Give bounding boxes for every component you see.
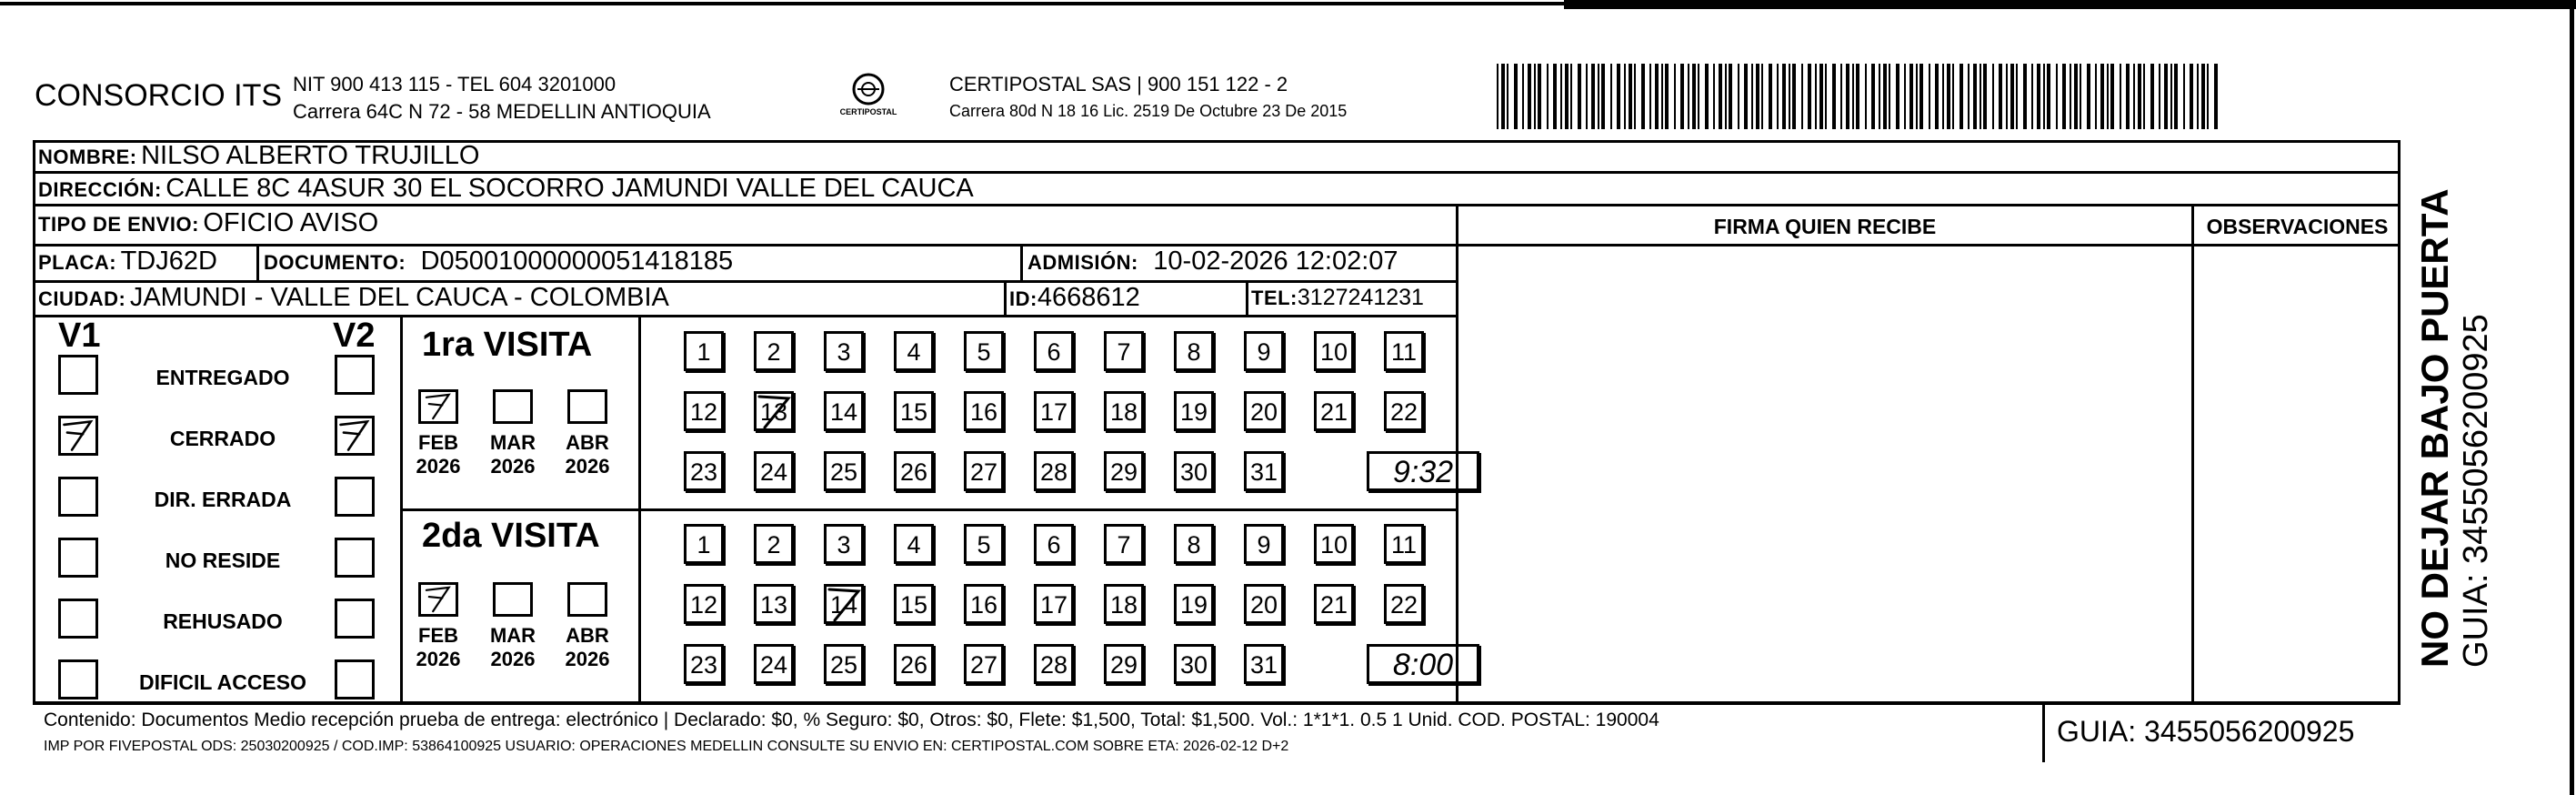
barcode-bar [2070, 64, 2071, 129]
barcode-bar [1789, 64, 1790, 129]
second-day-box[interactable]: 9 [1244, 524, 1284, 564]
barcode-bar [1692, 64, 1696, 129]
barcode-bar [2207, 64, 2209, 129]
first-day-box[interactable]: 4 [894, 331, 934, 371]
barcode-bar [1846, 64, 1849, 129]
first-day-box[interactable]: 10 [1314, 331, 1354, 371]
barcode-bar [1719, 64, 1722, 129]
first-day-box[interactable]: 2 [754, 331, 794, 371]
second-visit-title: 2da VISITA [422, 517, 600, 555]
v2-checkbox[interactable] [335, 416, 375, 456]
barcode-bar [2043, 64, 2045, 129]
placa-value: TDJ62D [120, 247, 217, 276]
barcode-bar [1865, 64, 1867, 129]
second-day-box[interactable]: 25 [824, 644, 864, 684]
v2-header: V2 [333, 317, 376, 355]
barcode-bar [1514, 64, 1518, 129]
reason-label: REHUSADO [163, 609, 283, 633]
second-day-box[interactable]: 3 [824, 524, 864, 564]
barcode-bar [1634, 64, 1636, 129]
observaciones-header: OBSERVACIONES [2206, 215, 2389, 238]
second-year-label: 2026 [416, 648, 461, 670]
v2-checkbox[interactable] [335, 355, 375, 395]
carrier-address: Carrera 80d N 18 16 Lic. 2519 De Octubre 23 De 2015 [949, 102, 1348, 120]
barcode-bar [1947, 64, 1950, 129]
tel-divider [1246, 280, 1248, 315]
first-day-box[interactable]: 16 [964, 391, 1004, 431]
id-divider [1004, 280, 1007, 315]
barcode-bar [1871, 64, 1875, 129]
barcode-bar [1792, 64, 1796, 129]
barcode-bar [1538, 64, 1541, 129]
first-time-box: 9:32 [1367, 451, 1479, 491]
second-day-box[interactable]: 5 [964, 524, 1004, 564]
barcode-bar [1856, 64, 1859, 129]
barcode-bar [2062, 64, 2066, 129]
barcode-bar [2110, 64, 2114, 129]
barcode-bar [2190, 64, 2193, 129]
address-line: Carrera 64C N 72 - 58 MEDELLIN ANTIOQUIA [293, 100, 711, 123]
first-month-checkbox[interactable] [567, 389, 607, 424]
second-month-checkbox[interactable] [567, 582, 607, 617]
second-day-box[interactable]: 4 [894, 524, 934, 564]
footer-line1: Contenido: Documentos Medio recepción prueba de entrega: electrónico | Declarado: $0, % Seguro: $0, Otros: $0, Flete: $1,500, Total: $1,500. Vol.: 1*1*1. 0.5 1 Unid. COD. POSTAL: 190004 [44, 709, 1659, 730]
first-day-box[interactable]: 26 [894, 451, 934, 491]
barcode-bar [1553, 64, 1557, 129]
first-day-box[interactable]: 23 [684, 451, 724, 491]
second-month-label: ABR [566, 624, 609, 647]
barcode-bar [2006, 64, 2008, 129]
barcode-bar [1980, 64, 1981, 129]
second-day-box[interactable]: 15 [894, 584, 934, 624]
second-day-box[interactable]: 22 [1384, 584, 1424, 624]
barcode-bar [1819, 64, 1823, 129]
v2-checkbox[interactable] [335, 538, 375, 578]
barcode-bar [2087, 64, 2090, 129]
barcode-bar [1586, 64, 1588, 129]
second-day-box[interactable]: 6 [1034, 524, 1074, 564]
first-day-box[interactable]: 9 [1244, 331, 1284, 371]
barcode-bar [1680, 64, 1684, 129]
barcode-bar [1983, 64, 1987, 129]
second-day-box[interactable]: 24 [754, 644, 794, 684]
footer-guia: GUIA: 3455056200925 [2057, 715, 2355, 748]
second-day-box[interactable]: 2 [754, 524, 794, 564]
barcode-bar [1883, 64, 1887, 129]
first-year-label: 2026 [565, 455, 610, 478]
column-header-divider [1456, 244, 2401, 247]
barcode-bar [1815, 64, 1817, 129]
side-line1: NO DEJAR BAJO PUERTA [2413, 188, 2456, 668]
strike-mark-icon [754, 391, 794, 431]
barcode-bar [2031, 64, 2033, 129]
second-day-box[interactable]: 30 [1174, 644, 1214, 684]
first-year-label: 2026 [490, 455, 536, 478]
first-month-label: ABR [566, 431, 609, 454]
first-day-box[interactable]: 27 [964, 451, 1004, 491]
first-month-label: MAR [489, 431, 536, 454]
first-day-box[interactable]: 17 [1034, 391, 1074, 431]
ciudad-label: CIUDAD: [38, 287, 126, 310]
barcode-bar [2056, 64, 2058, 129]
strike-mark-icon [824, 584, 864, 624]
first-day-box[interactable]: 29 [1104, 451, 1144, 491]
firma-header: FIRMA QUIEN RECIBE [1713, 215, 1937, 238]
first-month-label: FEB [418, 431, 458, 454]
barcode-bar [2037, 64, 2040, 129]
id-value: 4668612 [1037, 283, 1140, 312]
barcode-bar [1919, 64, 1923, 129]
v2-checkbox[interactable] [335, 599, 375, 639]
tipo-row [38, 207, 378, 238]
barcode-graphic [1497, 64, 2220, 129]
handwritten-check-icon [337, 418, 372, 453]
second-day-box[interactable]: 29 [1104, 644, 1144, 684]
nombre-label: NOMBRE: [38, 146, 137, 168]
first-day-box[interactable]: 24 [754, 451, 794, 491]
first-day-box[interactable]: 3 [824, 331, 864, 371]
barcode-bar [1578, 64, 1581, 129]
v1-checkbox[interactable] [58, 416, 98, 456]
reason-label: DIR. ERRADA [154, 488, 292, 511]
barcode-bar [1744, 64, 1748, 129]
tel-cell [1251, 282, 1424, 313]
barcode-bar [1501, 64, 1505, 129]
second-day-box[interactable]: 11 [1384, 524, 1424, 564]
barcode-bar [1591, 64, 1595, 129]
barcode-bar [1968, 64, 1970, 129]
barcode-bar [2164, 64, 2168, 129]
barcode-bar [1641, 64, 1645, 129]
barcode-bar [1935, 64, 1939, 129]
v1-checkbox[interactable] [58, 538, 98, 578]
barcode-bar [2126, 64, 2130, 129]
first-day-box[interactable]: 13 [754, 391, 794, 431]
barcode-bar [1560, 64, 1562, 129]
barcode-bar [1782, 64, 1786, 129]
tel-label: TEL: [1251, 287, 1298, 309]
v2-checkbox[interactable] [335, 477, 375, 517]
barcode-bar [1665, 64, 1669, 129]
company-name: CONSORCIO ITS [35, 78, 283, 113]
first-day-box[interactable]: 28 [1034, 451, 1074, 491]
barcode-bar [2100, 64, 2104, 129]
barcode-bar [1661, 64, 1663, 129]
reason-label: CERRADO [169, 427, 276, 450]
barcode-bar [2201, 64, 2205, 129]
barcode-bar [1904, 64, 1906, 129]
admision-cell [1027, 246, 1398, 277]
first-year-label: 2026 [416, 455, 461, 478]
barcode-bar [1769, 64, 1772, 129]
barcode-bar [1808, 64, 1811, 129]
barcode-bar [1852, 64, 1854, 129]
second-time-box: 8:00 [1367, 644, 1479, 684]
barcode-bar [2159, 64, 2160, 129]
first-day-box[interactable]: 31 [1244, 451, 1284, 491]
barcode-bar [1655, 64, 1659, 129]
handwritten-check-icon [61, 418, 95, 453]
barcode-bar [1825, 64, 1827, 129]
tipo-value: OFICIO AVISO [203, 208, 379, 237]
second-day-box[interactable]: 19 [1174, 584, 1214, 624]
barcode-bar [1629, 64, 1632, 129]
first-day-box[interactable]: 14 [824, 391, 864, 431]
barcode-bar [1942, 64, 1944, 129]
barcode-bar [1705, 64, 1709, 129]
barcode-bar [1889, 64, 1890, 129]
barcode-bar [1534, 64, 1536, 129]
second-day-box[interactable]: 10 [1314, 524, 1354, 564]
first-month-checkbox[interactable] [493, 389, 533, 424]
barcode-bar [2150, 64, 2154, 129]
nombre-value: NILSO ALBERTO TRUJILLO [141, 141, 480, 170]
second-month-label: FEB [418, 624, 458, 647]
documento-label: DOCUMENTO: [264, 251, 406, 274]
placa-divider [256, 244, 259, 280]
placa-cell [38, 246, 217, 277]
id-cell [1009, 282, 1140, 313]
second-month-checkbox[interactable] [493, 582, 533, 617]
col-divider-obs [2191, 204, 2194, 702]
barcode-bar [2095, 64, 2097, 129]
barcode-bar [1565, 64, 1569, 129]
barcode-bar [2214, 64, 2218, 129]
second-day-box[interactable]: 31 [1244, 644, 1284, 684]
row-divider [33, 204, 2401, 206]
barcode-bar [1497, 64, 1498, 129]
documento-cell [264, 246, 733, 277]
second-month-checkbox[interactable] [418, 582, 458, 617]
barcode-bar [1801, 64, 1803, 129]
barcode-bar [1570, 64, 1572, 129]
barcode-bar [1598, 64, 1599, 129]
v1-checkbox[interactable] [58, 355, 98, 395]
first-day-box[interactable]: 18 [1104, 391, 1144, 431]
first-visit-title: 1ra VISITA [422, 326, 593, 364]
barcode-bar [1610, 64, 1612, 129]
second-day-box[interactable]: 21 [1314, 584, 1354, 624]
first-day-box[interactable]: 1 [684, 331, 724, 371]
v1-header: V1 [58, 317, 101, 355]
barcode-bar [1992, 64, 1994, 129]
ciudad-value: JAMUNDI - VALLE DEL CAUCA - COLOMBIA [129, 283, 669, 312]
direccion-value: CALLE 8C 4ASUR 30 EL SOCORRO JAMUNDI VALLE DEL CAUCA [165, 174, 974, 203]
barcode-bar [1840, 64, 1842, 129]
barcode-bar [2197, 64, 2199, 129]
barcode-bar [1756, 64, 1759, 129]
barcode-bar [1649, 64, 1651, 129]
tipo-label: TIPO DE ENVIO: [38, 213, 199, 236]
first-day-box[interactable]: 8 [1174, 331, 1214, 371]
barcode-bar [1832, 64, 1836, 129]
first-day-box[interactable]: 25 [824, 451, 864, 491]
first-day-box[interactable]: 11 [1384, 331, 1424, 371]
barcode-bar [1522, 64, 1524, 129]
v2-checkbox[interactable] [335, 659, 375, 699]
barcode-bar [2183, 64, 2185, 129]
v1-checkbox[interactable] [58, 599, 98, 639]
barcode-bar [2143, 64, 2145, 129]
second-day-box[interactable]: 1 [684, 524, 724, 564]
barcode-bar [2080, 64, 2081, 129]
second-day-box[interactable]: 23 [684, 644, 724, 684]
barcode-bar [1725, 64, 1727, 129]
nombre-row [38, 140, 479, 171]
barcode-bar [1751, 64, 1753, 129]
second-year-label: 2026 [565, 648, 610, 670]
barcode-bar [2138, 64, 2141, 129]
barcode-bar [1777, 64, 1779, 129]
first-day-box[interactable]: 22 [1384, 391, 1424, 431]
second-day-box[interactable]: 12 [684, 584, 724, 624]
barcode-bar [1973, 64, 1977, 129]
row-divider [33, 315, 1456, 317]
barcode-bar [1929, 64, 1930, 129]
barcode-bar [1952, 64, 1954, 129]
barcode-bar [1879, 64, 1880, 129]
barcode-bar [1909, 64, 1913, 129]
barcode-bar [2174, 64, 2178, 129]
reason-label: ENTREGADO [155, 366, 290, 389]
admision-value: 10-02-2026 12:02:07 [1153, 247, 1398, 276]
barcode-bar [1960, 64, 1963, 129]
barcode-bar [1688, 64, 1689, 129]
barcode-bar [2074, 64, 2078, 129]
ciudad-cell [38, 282, 669, 313]
first-day-box[interactable]: 12 [684, 391, 724, 431]
direccion-label: DIRECCIÓN: [38, 178, 162, 201]
barcode-bar [1761, 64, 1763, 129]
reason-label: NO RESIDE [165, 548, 281, 572]
top-border-dark [1564, 0, 2576, 9]
v1-checkbox[interactable] [58, 477, 98, 517]
visit-split [400, 508, 1456, 511]
id-label: ID: [1009, 287, 1037, 310]
side-line2: GUIA: 3455056200925 [2457, 314, 2495, 668]
second-day-box[interactable]: 8 [1174, 524, 1214, 564]
second-day-box[interactable]: 17 [1034, 584, 1074, 624]
first-day-box[interactable]: 19 [1174, 391, 1214, 431]
barcode-bar [2016, 64, 2018, 129]
footer-line2: IMP POR FIVEPOSTAL ODS: 25030200925 / COD.IMP: 53864100925 USUARIO: OPERACIONES MEDELLIN CONSULTE SU ENVIO EN: CERTIPOSTAL.COM SOBRE ETA: 2026-02-12 D+2 [44, 739, 1289, 754]
right-border [2570, 0, 2574, 795]
carrier-line: CERTIPOSTAL SAS | 900 151 122 - 2 [949, 73, 1288, 96]
first-month-checkbox[interactable] [418, 389, 458, 424]
second-day-box[interactable]: 16 [964, 584, 1004, 624]
barcode-bar [2170, 64, 2172, 129]
first-day-box[interactable]: 7 [1104, 331, 1144, 371]
second-day-box[interactable]: 28 [1034, 644, 1074, 684]
placa-label: PLACA: [38, 251, 117, 274]
admision-divider [1020, 244, 1023, 280]
barcode-bar [1674, 64, 1676, 129]
first-day-box[interactable]: 20 [1244, 391, 1284, 431]
second-day-box[interactable]: 18 [1104, 584, 1144, 624]
barcode-bar [1601, 64, 1605, 129]
barcode-bar [2107, 64, 2109, 129]
first-day-box[interactable]: 6 [1034, 331, 1074, 371]
barcode-bar [1916, 64, 1918, 129]
barcode-bar [2120, 64, 2121, 129]
first-day-box[interactable]: 15 [894, 391, 934, 431]
second-day-box[interactable]: 27 [964, 644, 1004, 684]
logo-text: CERTIPOSTAL [839, 107, 897, 116]
first-day-box[interactable]: 30 [1174, 451, 1214, 491]
barcode-bar [1729, 64, 1732, 129]
second-day-box[interactable]: 20 [1244, 584, 1284, 624]
side-notice [2413, 158, 2496, 668]
second-day-box[interactable]: 13 [754, 584, 794, 624]
handwritten-check-icon [421, 392, 456, 421]
barcode-bar [1507, 64, 1509, 129]
barcode-bar [2133, 64, 2135, 129]
barcode-bar [1738, 64, 1739, 129]
barcode-bar [2047, 64, 2050, 129]
barcode-bar [1547, 64, 1549, 129]
documento-value: D05001000000051418185 [420, 247, 734, 276]
direccion-row [38, 173, 974, 204]
barcode-bar [1999, 64, 2002, 129]
second-year-label: 2026 [490, 648, 536, 670]
v1-checkbox[interactable] [58, 659, 98, 699]
reason-label: DIFICIL ACCESO [138, 670, 306, 694]
second-day-box[interactable]: 7 [1104, 524, 1144, 564]
second-day-box[interactable]: 26 [894, 644, 934, 684]
barcode-bar [2023, 64, 2027, 129]
barcode-bar [2010, 64, 2014, 129]
handwritten-check-icon [421, 585, 456, 614]
barcode [1497, 64, 2220, 129]
barcode-bar [1698, 64, 1699, 129]
first-day-box[interactable]: 5 [964, 331, 1004, 371]
certipostal-logo [832, 69, 905, 124]
admision-label: ADMISIÓN: [1027, 251, 1138, 274]
barcode-bar [1624, 64, 1626, 129]
barcode-bar [1896, 64, 1899, 129]
tel-value: 3127241231 [1297, 285, 1424, 310]
barcode-bar [1713, 64, 1715, 129]
barcode-bar [1617, 64, 1620, 129]
nit-line: NIT 900 413 115 - TEL 604 3201000 [293, 73, 616, 96]
second-month-label: MAR [489, 624, 536, 647]
barcode-bar [1528, 64, 1531, 129]
second-day-box[interactable]: 14 [824, 584, 864, 624]
first-day-box[interactable]: 21 [1314, 391, 1354, 431]
